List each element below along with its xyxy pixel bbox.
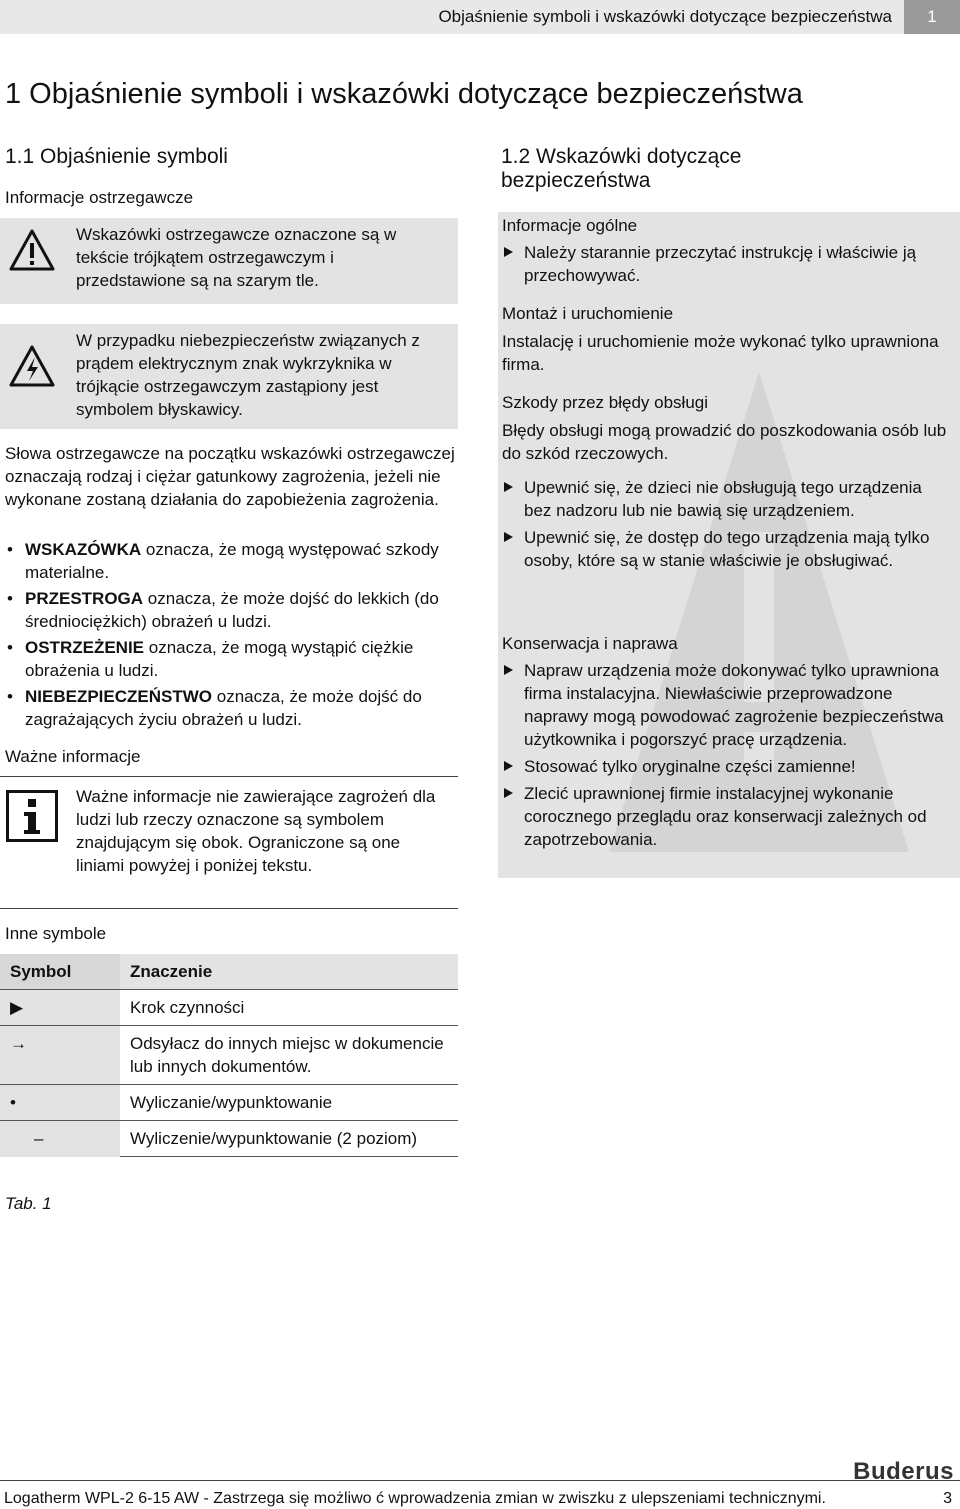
electric-warning-icon [8, 344, 56, 388]
table-row [0, 1026, 458, 1085]
warning-triangle-icon [8, 228, 56, 272]
list-item: • OSTRZEŻENIE oznacza, że mogą wystąpić ciężkie obrażenia u ludzi. [5, 636, 457, 682]
footer-text: Logatherm WPL-2 6-15 AW - Zastrzega się możliwo ć wprowadzenia zmian w zwiszku z ulepszeniami technicznymi. [4, 1490, 826, 1507]
table-header-row [0, 954, 458, 990]
damage-list [502, 476, 942, 576]
list-item: Zlecić uprawnionej firmie instalacyjnej wykonanie corocznego przeglądu oraz konserwacji zależnych od zapotrzebowania. [502, 782, 954, 851]
warning-info-heading: Informacje ostrzegawcze [5, 188, 194, 207]
page-number: 3 [943, 1490, 952, 1507]
list-item: Stosować tylko oryginalne części zamienne! [502, 755, 954, 778]
chapter-tab: 1 [904, 0, 960, 34]
table-caption: Tab. 1 [5, 1194, 52, 1213]
warning-box-electric [0, 324, 458, 429]
table-row [0, 1121, 458, 1157]
general-info-list [502, 241, 954, 291]
divider [0, 776, 458, 777]
symbol-cell: – [0, 1121, 120, 1157]
info-icon [6, 790, 58, 842]
divider [0, 908, 458, 909]
chapter-title: 1 Objaśnienie symboli i wskazówki dotyczące bezpieczeństwa [5, 78, 803, 110]
symbol-cell: → [0, 1026, 120, 1085]
list-item: Należy starannie przeczytać instrukcję i właściwie ją przechowywać. [502, 241, 954, 287]
list-item: • NIEBEZPIECZEŃSTWO oznacza, że może dojść do zagrażających życiu obrażeń u ludzi. [5, 685, 457, 731]
damage-heading: Szkody przez błędy obsługi [502, 393, 709, 412]
warning-box-general [0, 218, 458, 304]
list-item: • WSKAZÓWKA oznacza, że mogą występować szkody materialne. [5, 538, 457, 584]
important-info-text: Ważne informacje nie zawierające zagrożeń dla ludzi lub rzeczy oznaczone są symbolem znajdującym się obok. Ograniczone są one liniami powyżej i poniżej tekstu. [76, 787, 436, 875]
damage-text: Błędy obsługi mogą prowadzić do poszkodowania osób lub do szkód rzeczowych. [502, 421, 947, 463]
montage-heading: Montaż i uruchomienie [502, 304, 674, 323]
signal-words-intro: Słowa ostrzegawcze na początku wskazówki ostrzegawczej oznaczają rodzaj i ciężar gatunkowy zagrożenia, jeżeli nie wykonane zostaną działania do zapobieżenia zagrożenia. [5, 444, 455, 509]
list-item: Upewnić się, że dostęp do tego urządzenia mają tylko osoby, które są w stanie właściwie je obsługiwać. [502, 526, 942, 572]
list-item: Napraw urządzenia może dokonywać tylko uprawniona firma instalacyjna. Niewłaściwie przeprowadzone naprawy mogą powodować zagrożenie bezpieczeństwa użytkownika i pogorszyć pracę urządzenia. [502, 659, 954, 751]
warning-box-text: Wskazówki ostrzegawcze oznaczone są w tekście trójkątem ostrzegawczym i przedstawione są na szarym tle. [76, 225, 397, 290]
important-info-heading: Ważne informacje [5, 747, 141, 766]
section-1-2-title: 1.2 Wskazówki dotyczące bezpieczeństwa [501, 145, 742, 192]
buderus-logo: Buderus [853, 1458, 954, 1485]
other-symbols-heading: Inne symbole [5, 924, 107, 943]
table-row [0, 1085, 458, 1121]
service-list [502, 659, 954, 855]
list-item: Upewnić się, że dzieci nie obsługują tego urządzenia bez nadzoru lub nie bawią się urządzeniem. [502, 476, 942, 522]
electric-warning-text: W przypadku niebezpieczeństw związanych z prądem elektrycznym znak wykrzyknika w trójkącie ostrzegawczym zastąpiony jest symbolem błyskawicy. [76, 331, 420, 419]
column-header: Symbol [0, 954, 120, 990]
table-row [0, 990, 458, 1026]
meaning-cell: Wyliczenie/wypunktowanie (2 poziom) [120, 1121, 458, 1157]
general-info-heading: Informacje ogólne [502, 216, 638, 235]
meaning-cell: Odsyłacz do innych miejsc w dokumencie lub innych dokumentów. [120, 1026, 458, 1085]
service-heading: Konserwacja i naprawa [502, 634, 678, 653]
montage-text: Instalację i uruchomienie może wykonać tylko uprawniona firma. [502, 332, 939, 374]
symbol-cell: • [0, 1085, 120, 1121]
section-1-1-title: 1.1 Objaśnienie symboli [5, 145, 228, 168]
symbols-table [0, 954, 458, 1157]
symbol-cell: ▶ [0, 990, 120, 1026]
column-header: Znaczenie [120, 954, 458, 990]
meaning-cell: Krok czynności [120, 990, 458, 1026]
list-item: • PRZESTROGA oznacza, że może dojść do lekkich (do średniociężkich) obrażeń u ludzi. [5, 587, 457, 633]
running-header-title: Objaśnienie symboli i wskazówki dotyczące bezpieczeństwa [438, 7, 892, 26]
meaning-cell: Wyliczanie/wypunktowanie [120, 1085, 458, 1121]
footer-rule [0, 1480, 960, 1481]
signal-words-list [5, 538, 457, 731]
